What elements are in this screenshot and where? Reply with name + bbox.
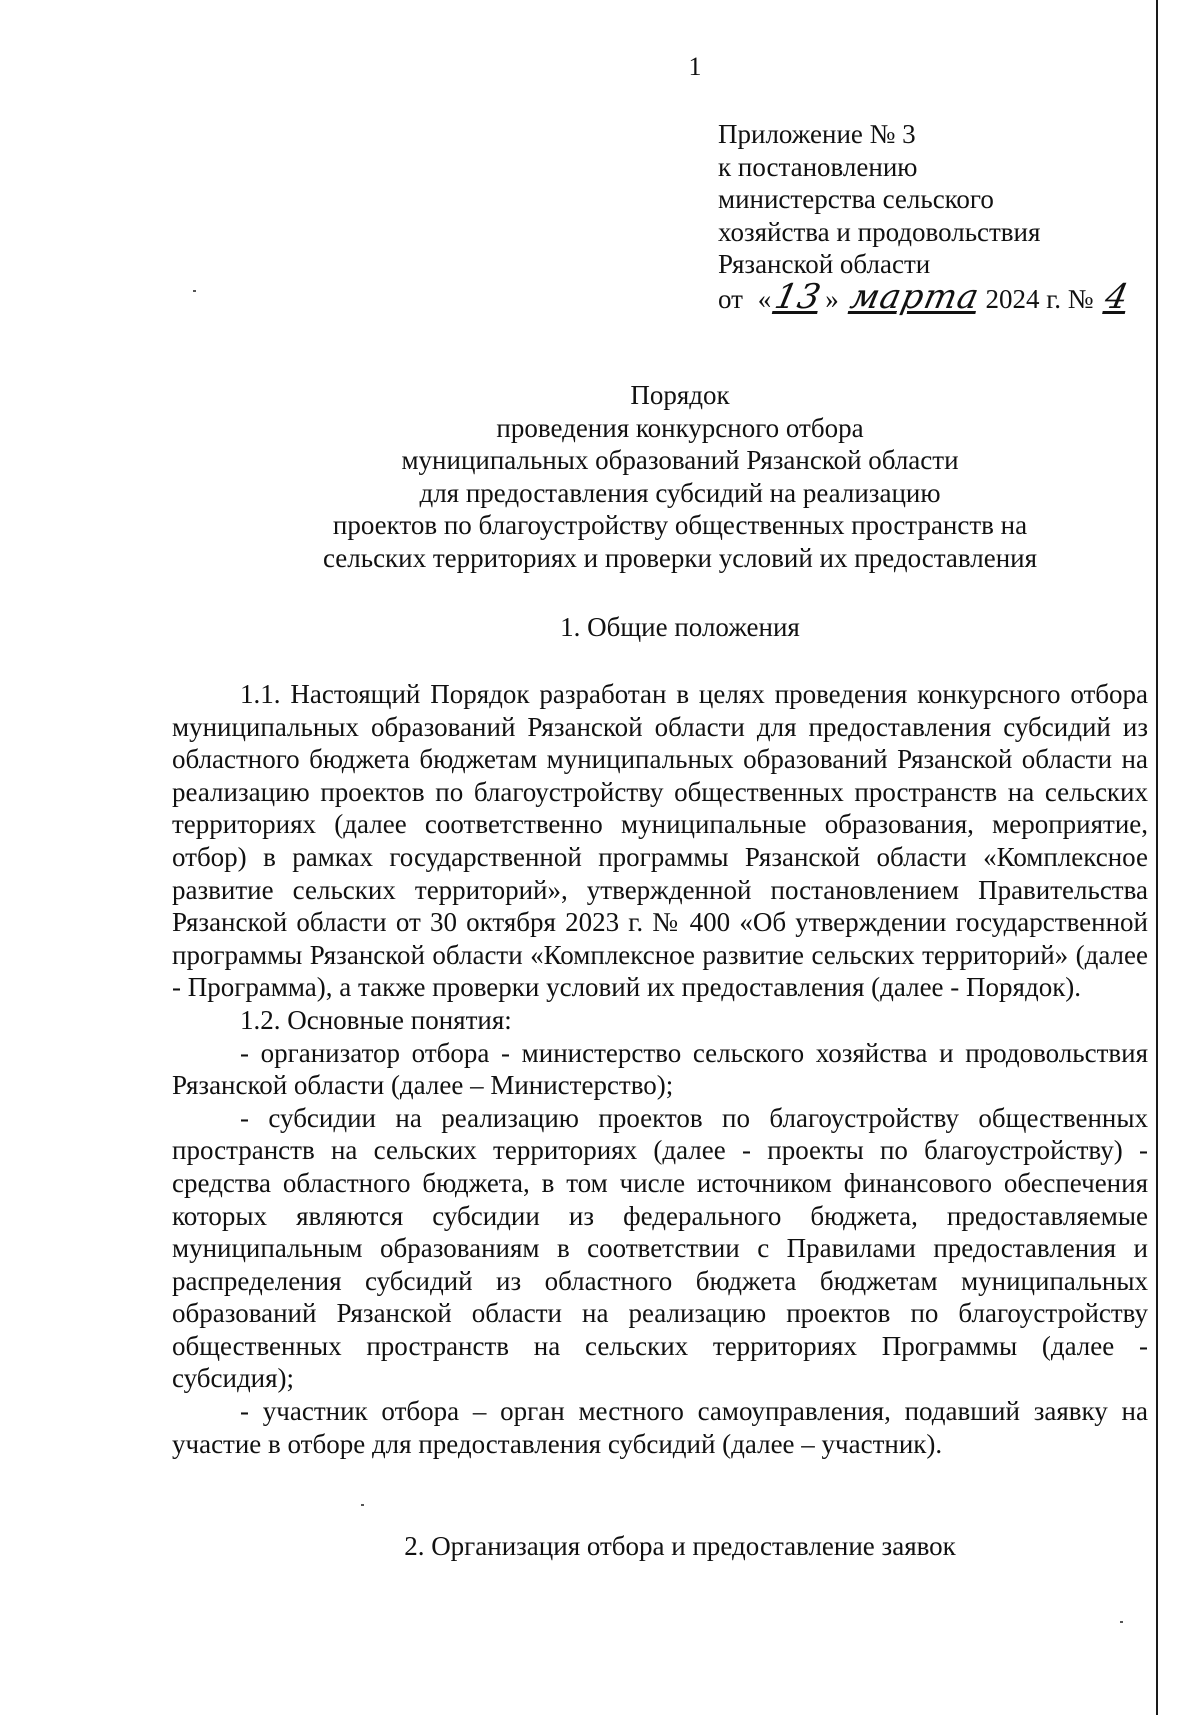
title-line: для предоставления субсидий на реализацию — [419, 477, 941, 508]
title-line: проведения конкурсного отбора — [496, 412, 864, 443]
appendix-line: к постановлению — [718, 151, 918, 182]
decree-date-line — [718, 276, 1134, 317]
document-title — [170, 379, 1190, 574]
scan-speck — [361, 1504, 364, 1506]
year-number-text: 2024 г. № — [985, 283, 1094, 314]
date-prefix: от — [718, 283, 743, 314]
scan-speck — [193, 290, 196, 292]
title-line: муниципальных образований Рязанской области — [401, 445, 959, 475]
section-1-heading: 1. Общие положения — [560, 612, 800, 642]
paragraph: 1.1. Настоящий Порядок разработан в целях проведения конкурсного отбора муниципальных образований Рязанской области для предоставления субсидий из областного бюджета бюджетам муниципальных образований Рязанской области на реализацию проектов по благоустройству общественных пространств на сельских территориях (далее соответственно муниципальные образования, мероприятие, отбор) в рамках государственной программы Рязанской области «Комплексное развитие сельских территорий», утвержденной постановлением Правительства Рязанской области от 30 октября 2023 г. № 400 «Об утверждении государственной программы Рязанской области «Комплексное развитие сельских территорий» (далее - Программа), а также проверки условий их предоставления (далее - Порядок). — [172, 679, 1148, 1003]
title-line: сельских территориях и проверки условий их предоставления — [322, 542, 1038, 573]
appendix-line: Приложение № 3 — [718, 119, 916, 149]
open-quote: « — [757, 283, 772, 314]
close-quote: » — [825, 283, 839, 314]
paragraph: - субсидии на реализацию проектов по благоустройству общественных пространств на сельских территориях (далее - проекты по благоустройству) - средства областного бюджета, в том числе источником финансового обеспечения которых являются субсидии из федерального бюджета, предоставляемые муниципальным образованиям в соответствии с Правилами предоставления и распределения субсидий из областного бюджета бюджетам муниципальных образований Рязанской области на реализацию проектов по благоустройству общественных пространств на сельских территориях Программы (далее - субсидия); — [172, 1102, 1148, 1394]
page-number: 1 — [688, 52, 702, 81]
paragraph: - организатор отбора - министерство сельского хозяйства и продовольствия Рязанской области (далее – Министерство); — [172, 1037, 1148, 1101]
handwritten-month: марта — [847, 276, 984, 317]
appendix-line: Рязанской области — [718, 249, 931, 279]
section-1-body — [172, 678, 1148, 1460]
appendix-line: хозяйства и продовольствия — [718, 216, 1041, 247]
title-line: Порядок — [630, 380, 730, 410]
section-2-heading: 2. Организация отбора и предоставление заявок — [404, 1531, 956, 1561]
scan-speck — [1120, 1621, 1123, 1623]
paragraph: 1.2. Основные понятия: — [240, 1004, 512, 1035]
handwritten-number: 4 — [1101, 276, 1133, 317]
page-edge-line — [1156, 0, 1158, 1715]
handwritten-day: 13 — [771, 276, 826, 317]
appendix-line: министерства сельского — [718, 184, 994, 214]
paragraph: - участник отбора – орган местного самоуправления, подавший заявку на участие в отборе для предоставления субсидий (далее – участник). — [172, 1396, 1148, 1459]
title-line: проектов по благоустройству общественных пространств на — [332, 510, 1028, 540]
appendix-block — [718, 118, 1134, 315]
